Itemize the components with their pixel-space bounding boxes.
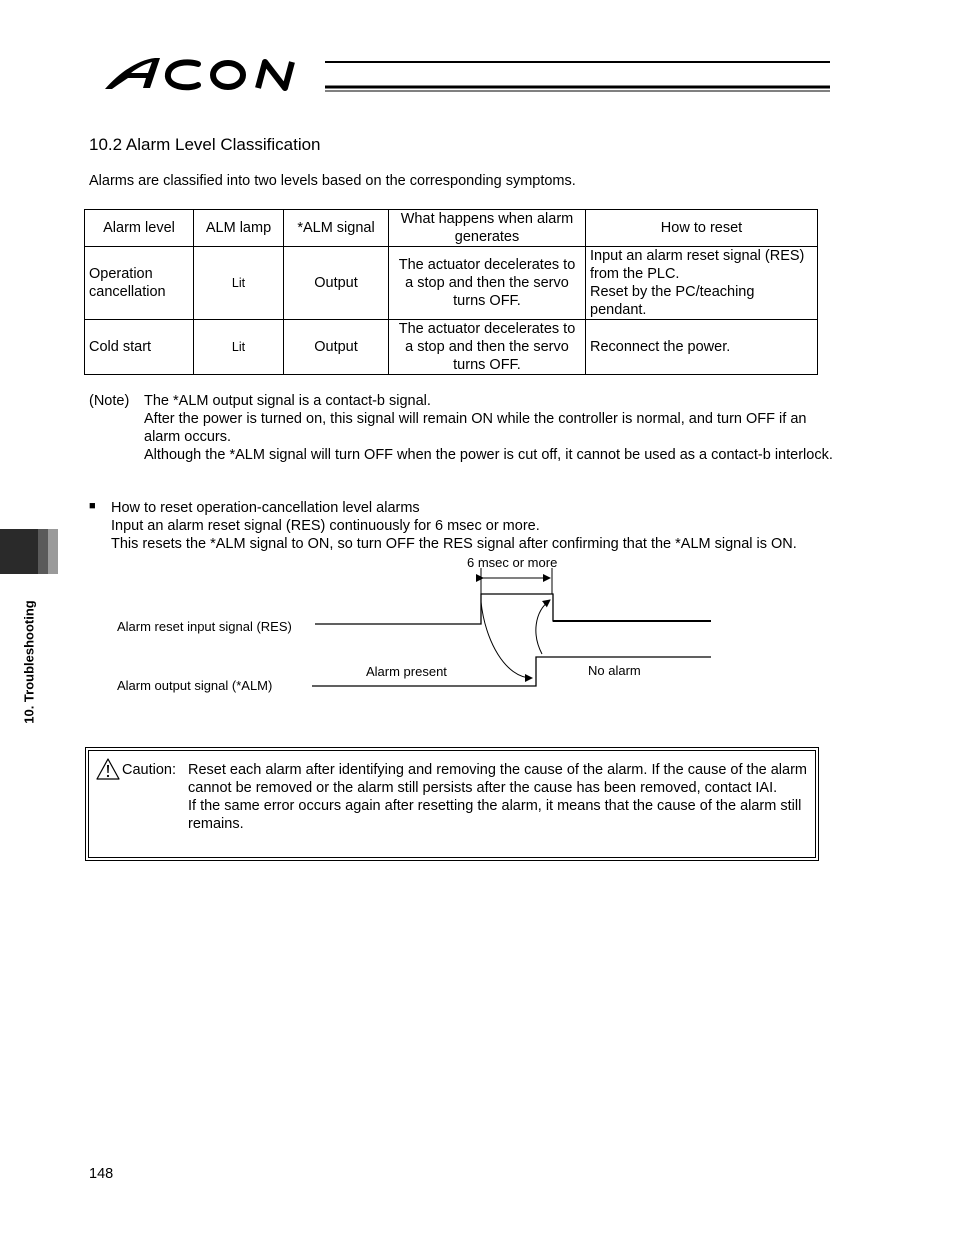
bullet-square: ■	[89, 500, 96, 512]
header-how-to-reset: How to reset	[586, 210, 818, 247]
duration-label: 6 msec or more	[467, 555, 558, 570]
chapter-tab-shade	[48, 529, 58, 574]
cell-reset: Reconnect the power.	[586, 320, 818, 375]
caution-text: Reset each alarm after identifying and removing the cause of the alarm. If the cause of the alarm cannot be removed or the alarm still persists after the cause has been removed, contact IAI. If the same error occurs again after resetting the alarm, it means that the cause of the alarm still remains.	[188, 762, 807, 832]
cell-signal: Output	[284, 320, 389, 375]
alarm-present-label: Alarm present	[366, 664, 447, 679]
cell-what: The actuator decelerates to a stop and then the servo turns OFF.	[389, 247, 586, 320]
cell-level: Cold start	[85, 320, 194, 375]
header-what-happens: What happens when alarm generates	[389, 210, 586, 247]
chapter-side-label: 10. Troubleshooting	[21, 600, 37, 724]
caution-label: Caution:	[122, 762, 177, 778]
chapter-tab-marker	[0, 529, 38, 574]
acon-logo	[100, 50, 840, 100]
intro-paragraph: Alarms are classified into two levels based on the corresponding symptoms.	[89, 173, 576, 189]
note-body: The *ALM output signal is a contact-b signal. After the power is turned on, this signal will remain ON while the controller is normal, and turn OFF if an alarm occurs. Although the *ALM signal will turn OFF when the power is cut off, it cannot be used as a contact-b interlock.	[144, 393, 833, 463]
chapter-tab-shade	[38, 529, 48, 574]
alm-to-res-arrow	[536, 600, 550, 654]
cell-lamp: Lit	[194, 247, 284, 320]
table-row	[85, 247, 818, 320]
alarm-level-table	[84, 209, 818, 375]
how-to-reset-line: This resets the *ALM signal to ON, so turn OFF the RES signal after confirming that the *ALM signal is ON.	[111, 536, 797, 552]
res-signal-line	[315, 594, 711, 624]
page-number: 148	[89, 1166, 114, 1182]
header-alm-lamp: ALM lamp	[194, 210, 284, 247]
res-to-alm-arrow	[481, 602, 532, 678]
cell-what: The actuator decelerates to a stop and then the servo turns OFF.	[389, 320, 586, 375]
no-alarm-label: No alarm	[588, 663, 641, 678]
how-to-reset-line: Input an alarm reset signal (RES) continuously for 6 msec or more.	[111, 518, 540, 534]
header-alarm-level: Alarm level	[85, 210, 194, 247]
res-signal-label: Alarm reset input signal (RES)	[117, 619, 292, 634]
warning-triangle-icon	[96, 758, 120, 780]
section-title: 10.2 Alarm Level Classification	[89, 135, 321, 154]
cell-signal: Output	[284, 247, 389, 320]
cell-reset: Input an alarm reset signal (RES) from the PLC. Reset by the PC/teaching pendant.	[586, 247, 818, 320]
how-to-reset-title: How to reset operation-cancellation level alarms	[111, 500, 420, 516]
header-alm-signal: *ALM signal	[284, 210, 389, 247]
table-row	[85, 320, 818, 375]
note-label: (Note)	[89, 393, 130, 409]
table-header-row	[85, 210, 818, 247]
cell-level: Operation cancellation	[85, 247, 194, 320]
cell-lamp: Lit	[194, 320, 284, 375]
alm-signal-label: Alarm output signal (*ALM)	[117, 678, 273, 693]
